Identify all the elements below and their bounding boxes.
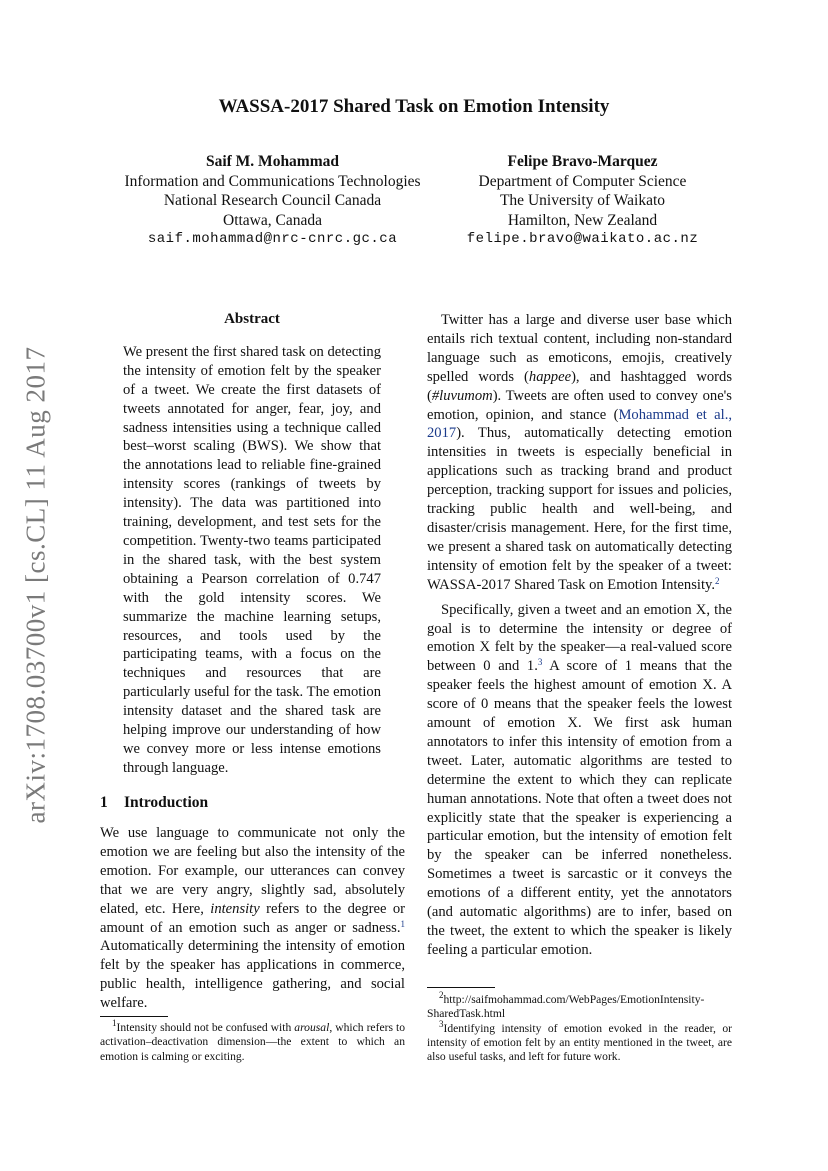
author-block-2 xyxy=(440,152,725,250)
emphasis: happee xyxy=(528,368,572,385)
text-run: Twitter has a large and diverse user base which entails rich textual content, including non-standard language such as emoticons, emojis, creatively spelled words ( xyxy=(427,312,732,385)
footnote-3 xyxy=(427,1018,732,1065)
abstract-text: We present the first shared task on detecting the intensity of emotion felt by the speaker of a tweet. We create the first datasets of tweets annotated for anger, fear, joy, and sadness intensities using a technique called best–worst scaling (BWS). We show that the annotations lead to reliable fine-grained intensity scores (rankings of tweets by intensity). The data was partitioned into training, development, and test sets for the competition. Twenty-two teams participated in the shared task, with the best system obtaining a Pearson correlation of 0.747 with the gold intensity scores. We summarize the machine learning setups, resources, and tools used by the participating teams, with a focus on the techniques and resources that are particularly useful for the task. The emotion intensity dataset and the shared task are helping improve our understanding of how we convey more or less intense emotions through language. xyxy=(123,343,381,776)
text-run: We use language to communicate not only the emotion we are feeling but also the intensity of the emotion. For example, our utterances can convey that we are very angry, slightly sad, absolutely elated, etc. Here, xyxy=(100,825,405,917)
footnote-ref[interactable]: 3 xyxy=(537,657,543,668)
arxiv-stamp xyxy=(16,305,56,865)
section-number: 1 xyxy=(100,794,108,811)
author-email: saif.mohammad@nrc-cnrc.gc.ca xyxy=(147,231,398,247)
intro-paragraph-1 xyxy=(100,824,405,1013)
footnote-number: 1 xyxy=(112,1018,117,1028)
text-run: Intensity should not be confused with xyxy=(116,1021,295,1034)
author-email: felipe.bravo@waikato.ac.nz xyxy=(466,231,699,247)
footnote-rule xyxy=(100,1016,168,1017)
author-location: Hamilton, New Zealand xyxy=(507,211,658,229)
paper-title: WASSA-2017 Shared Task on Emotion Intensity xyxy=(218,96,610,117)
text-run: , which refers to activation–deactivation dimension—the extent to which an emotion is calming or exciting. xyxy=(100,1021,405,1063)
author-name: Saif M. Mohammad xyxy=(205,153,340,170)
abstract xyxy=(123,310,381,778)
text-run: Specifically, given a tweet and an emotion X, the goal is to determine the intensity or degree of emotion X felt by the speaker—a real-valued score between 0 and 1. xyxy=(427,601,732,675)
footnote-ref[interactable]: 1 xyxy=(400,918,405,929)
footnote-number: 3 xyxy=(439,1018,444,1029)
text-run: A score of 1 means that the speaker feels the highest amount of emotion X. A score of 0 means that the speaker feels the lowest amount of emotion X. We first ask human annotators to infer this intensity of emotion from a tweet. Later, automatic algorithms are tested to determine the extent to which they can replicate human annotations. Note that often a tweet does not explicitly state that the speaker is experiencing a particular emotion, but the intensity of emotion felt by the speaker can be inferred nonetheless. Sometimes a tweet is sarcastic or it conveys the emotions of a different entity, yet the annotators (and automatic algorithms) are to infer, based on the tweet, the extent to which the speaker is likely feeling a particular emotion. xyxy=(427,658,732,958)
footnote-1 xyxy=(100,1018,405,1064)
author-name: Felipe Bravo-Marquez xyxy=(507,153,658,170)
author-affiliation: National Research Council Canada xyxy=(163,192,382,209)
author-block-1 xyxy=(100,152,445,250)
footnote-number: 2 xyxy=(439,990,444,1000)
author-affiliation: Department of Computer Science xyxy=(478,172,687,190)
section-title: Introduction xyxy=(124,794,209,811)
emphasis: intensity xyxy=(210,900,260,917)
text-run: ), and hashtagged words ( xyxy=(427,368,732,404)
text-run: ). Tweets are often used to convey one's emotion, opinion, and stance ( xyxy=(427,387,732,423)
citation-link[interactable]: Mohammad et al., 2017 xyxy=(427,406,732,442)
section-heading xyxy=(100,794,400,812)
text-run: Identifying intensity of emotion evoked in the reader, or intensity of emotion felt by an entity mentioned in the tweet, are also useful tasks, and left for future work. xyxy=(427,1021,732,1064)
author-affiliation: Information and Communications Technologies xyxy=(124,172,421,190)
abstract-heading: Abstract xyxy=(224,311,280,327)
author-affiliation: The University of Waikato xyxy=(499,192,666,209)
footnote-url[interactable]: http://saifmohammad.com/WebPages/EmotionIntensity-SharedTask.html xyxy=(427,993,705,1021)
author-location: Ottawa, Canada xyxy=(223,211,322,229)
right-footnotes xyxy=(427,990,732,1064)
footnote-rule xyxy=(427,987,495,988)
intro-paragraph-3 xyxy=(427,601,732,960)
text-run: refers to the degree or amount of an emotion such as anger or sadness. xyxy=(100,900,406,936)
intro-paragraph-2 xyxy=(427,311,732,595)
footnote-ref[interactable]: 2 xyxy=(715,575,720,586)
right-column xyxy=(427,311,732,960)
emphasis: arousal xyxy=(294,1021,330,1034)
text-run: Automatically determining the intensity of emotion felt by the speaker has applications in commerce, public health, intelligence gathering, and social welfare. xyxy=(100,938,405,1012)
text-run: ). Thus, automatically detecting emotion intensities in tweets is especially beneficial in applications such as tracking brand and product perception, tracking support for issues and policies, tracking public health and well-being, and disaster/crisis management. Here, for the first time, we present a shared task on automatically detecting intensity of emotion felt by the speaker of a tweet: WASSA-2017 Shared Task on Emotion Intensity. xyxy=(427,425,732,593)
emphasis: #luvumom xyxy=(431,387,493,404)
footnote-2 xyxy=(427,990,732,1022)
arxiv-id: arXiv:1708.03700v1 [cs.CL] 11 Aug 2017 xyxy=(20,346,51,824)
